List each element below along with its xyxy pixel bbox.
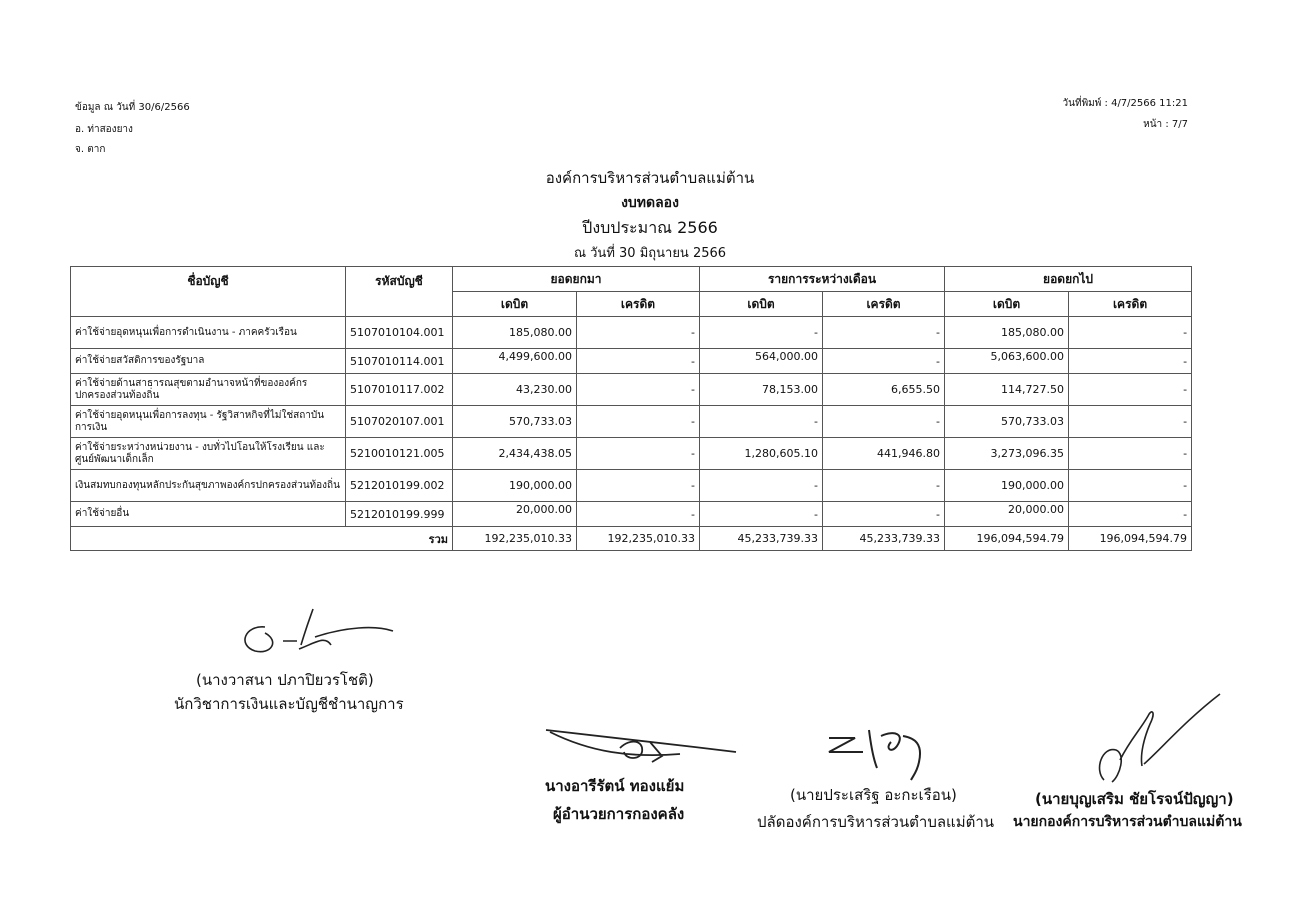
finance-director-title: ผู้อำนวยการกองคลัง — [553, 805, 685, 823]
cell-bf-debit: 43,230.00 — [453, 374, 577, 406]
cell-cf-credit: - — [1069, 374, 1192, 406]
print-date: วันที่พิมพ์ : 4/7/2566 11:21 — [1062, 98, 1188, 109]
col-cf-credit: เครดิต — [1069, 292, 1192, 317]
cell-m-credit: 6,655.50 — [823, 374, 945, 406]
finance-director-signature — [540, 722, 740, 767]
total-row — [71, 527, 1192, 551]
cell-m-credit: - — [823, 406, 945, 438]
cell-bf-debit: 570,733.03 — [453, 406, 577, 438]
cell-cf-credit: - — [1069, 470, 1192, 502]
deputy-title: ปลัดองค์การบริหารส่วนตำบลแม่ต้าน — [757, 813, 995, 831]
total-m-credit: 45,233,739.33 — [823, 527, 945, 551]
cell-m-debit: - — [700, 406, 823, 438]
cell-cf-debit: 570,733.03 — [945, 406, 1069, 438]
cell-bf-credit: - — [577, 502, 700, 527]
cell-m-debit: - — [700, 317, 823, 349]
cell-m-debit: 78,153.00 — [700, 374, 823, 406]
district: อ. ท่าสองยาง — [75, 124, 133, 135]
cell-account-code: 5212010199.999 — [346, 502, 453, 527]
cell-m-credit: - — [823, 317, 945, 349]
total-label: รวม — [71, 527, 453, 551]
cell-cf-credit: - — [1069, 502, 1192, 527]
cell-cf-debit: 3,273,096.35 — [945, 438, 1069, 470]
province: จ. ตาก — [75, 144, 106, 155]
as-of-date: ณ วันที่ 30 มิถุนายน 2566 — [573, 246, 727, 261]
chief-title: นายกองค์การบริหารส่วนตำบลแม่ต้าน — [1013, 814, 1242, 830]
cell-bf-credit: - — [577, 406, 700, 438]
finance-director-name: นางอารีรัตน์ ทองแย้ม — [545, 777, 685, 795]
cell-bf-credit: - — [577, 470, 700, 502]
total-m-debit: 45,233,739.33 — [700, 527, 823, 551]
cell-bf-debit: 185,080.00 — [453, 317, 577, 349]
col-during-month: รายการระหว่างเดือน — [700, 267, 945, 292]
cell-account-code: 5107010114.001 — [346, 349, 453, 374]
cell-account-name: ค่าใช้จ่ายอุดหนุนเพื่อการลงทุน - รัฐวิสาหกิจที่ไม่ใช่สถาบันการเงิน — [71, 406, 346, 438]
cell-account-name: เงินสมทบกองทุนหลักประกันสุขภาพองค์กรปกครองส่วนท้องถิ่น — [71, 470, 346, 502]
org-title: องค์การบริหารส่วนตำบลแม่ต้าน — [545, 169, 755, 187]
cell-cf-debit: 20,000.00 — [945, 502, 1069, 527]
cell-account-code: 5210010121.005 — [346, 438, 453, 470]
cell-bf-debit: 190,000.00 — [453, 470, 577, 502]
preparer-signature — [235, 605, 405, 665]
cell-cf-credit: - — [1069, 406, 1192, 438]
cell-m-credit: - — [823, 470, 945, 502]
cell-account-name: ค่าใช้จ่ายระหว่างหน่วยงาน - งบทั่วไปโอนให้โรงเรียน และศูนย์พัฒนาเด็กเล็ก — [71, 438, 346, 470]
col-carried-forward: ยอดยกไป — [945, 267, 1192, 292]
deputy-name: (นายประเสริฐ อะกะเรือน) — [790, 786, 957, 804]
cell-m-credit: - — [823, 502, 945, 527]
cell-cf-debit: 5,063,600.00 — [945, 349, 1069, 374]
col-cf-debit: เดบิต — [945, 292, 1069, 317]
table-row — [71, 406, 1192, 438]
cell-m-debit: 564,000.00 — [700, 349, 823, 374]
total-cf-debit: 196,094,594.79 — [945, 527, 1069, 551]
cell-account-code: 5107010104.001 — [346, 317, 453, 349]
col-account-code: รหัสบัญชี — [346, 267, 453, 317]
cell-m-debit: 1,280,605.10 — [700, 438, 823, 470]
cell-cf-debit: 190,000.00 — [945, 470, 1069, 502]
cell-m-debit: - — [700, 502, 823, 527]
cell-bf-credit: - — [577, 349, 700, 374]
preparer-name: (นางวาสนา ปภาปิยวรโชติ) — [196, 671, 374, 689]
col-bf-credit: เครดิต — [577, 292, 700, 317]
data-date: ข้อมูล ณ วันที่ 30/6/2566 — [75, 102, 190, 113]
table-row — [71, 438, 1192, 470]
cell-account-name: ค่าใช้จ่ายอื่น — [71, 502, 346, 527]
col-brought-forward: ยอดยกมา — [453, 267, 700, 292]
total-cf-credit: 196,094,594.79 — [1069, 527, 1192, 551]
deputy-signature — [825, 722, 935, 782]
cell-bf-debit: 2,434,438.05 — [453, 438, 577, 470]
cell-account-code: 5107010117.002 — [346, 374, 453, 406]
cell-m-credit: 441,946.80 — [823, 438, 945, 470]
cell-cf-credit: - — [1069, 349, 1192, 374]
col-m-debit: เดบิต — [700, 292, 823, 317]
cell-m-debit: - — [700, 470, 823, 502]
report-title: งบทดลอง — [621, 195, 679, 211]
cell-bf-credit: - — [577, 317, 700, 349]
fiscal-year: ปีงบประมาณ 2566 — [582, 218, 718, 237]
table-row — [71, 470, 1192, 502]
chief-name: (นายบุญเสริม ชัยโรจน์ปัญญา) — [1035, 790, 1234, 808]
cell-m-credit: - — [823, 349, 945, 374]
cell-bf-credit: - — [577, 438, 700, 470]
chief-signature — [1090, 690, 1230, 800]
page-number: หน้า : 7/7 — [1143, 119, 1188, 130]
cell-cf-debit: 185,080.00 — [945, 317, 1069, 349]
total-bf-credit: 192,235,010.33 — [577, 527, 700, 551]
cell-cf-credit: - — [1069, 317, 1192, 349]
table-row — [71, 502, 1192, 527]
col-account-name: ชื่อบัญชี — [71, 267, 346, 317]
table-row — [71, 374, 1192, 406]
trial-balance-table — [70, 266, 1192, 551]
preparer-title: นักวิชาการเงินและบัญชีชำนาญการ — [174, 695, 404, 713]
total-bf-debit: 192,235,010.33 — [453, 527, 577, 551]
cell-bf-debit: 20,000.00 — [453, 502, 577, 527]
cell-cf-debit: 114,727.50 — [945, 374, 1069, 406]
table-row — [71, 349, 1192, 374]
cell-bf-credit: - — [577, 374, 700, 406]
cell-account-code: 5107020107.001 — [346, 406, 453, 438]
cell-account-name: ค่าใช้จ่ายสวัสดิการของรัฐบาล — [71, 349, 346, 374]
cell-cf-credit: - — [1069, 438, 1192, 470]
col-bf-debit: เดบิต — [453, 292, 577, 317]
cell-account-name: ค่าใช้จ่ายด้านสาธารณสุขตามอำนาจหน้าที่ขององค์กรปกครองส่วนท้องถิ่น — [71, 374, 346, 406]
cell-bf-debit: 4,499,600.00 — [453, 349, 577, 374]
col-m-credit: เครดิต — [823, 292, 945, 317]
table-row — [71, 317, 1192, 349]
cell-account-name: ค่าใช้จ่ายอุดหนุนเพื่อการดำเนินงาน - ภาคครัวเรือน — [71, 317, 346, 349]
cell-account-code: 5212010199.002 — [346, 470, 453, 502]
